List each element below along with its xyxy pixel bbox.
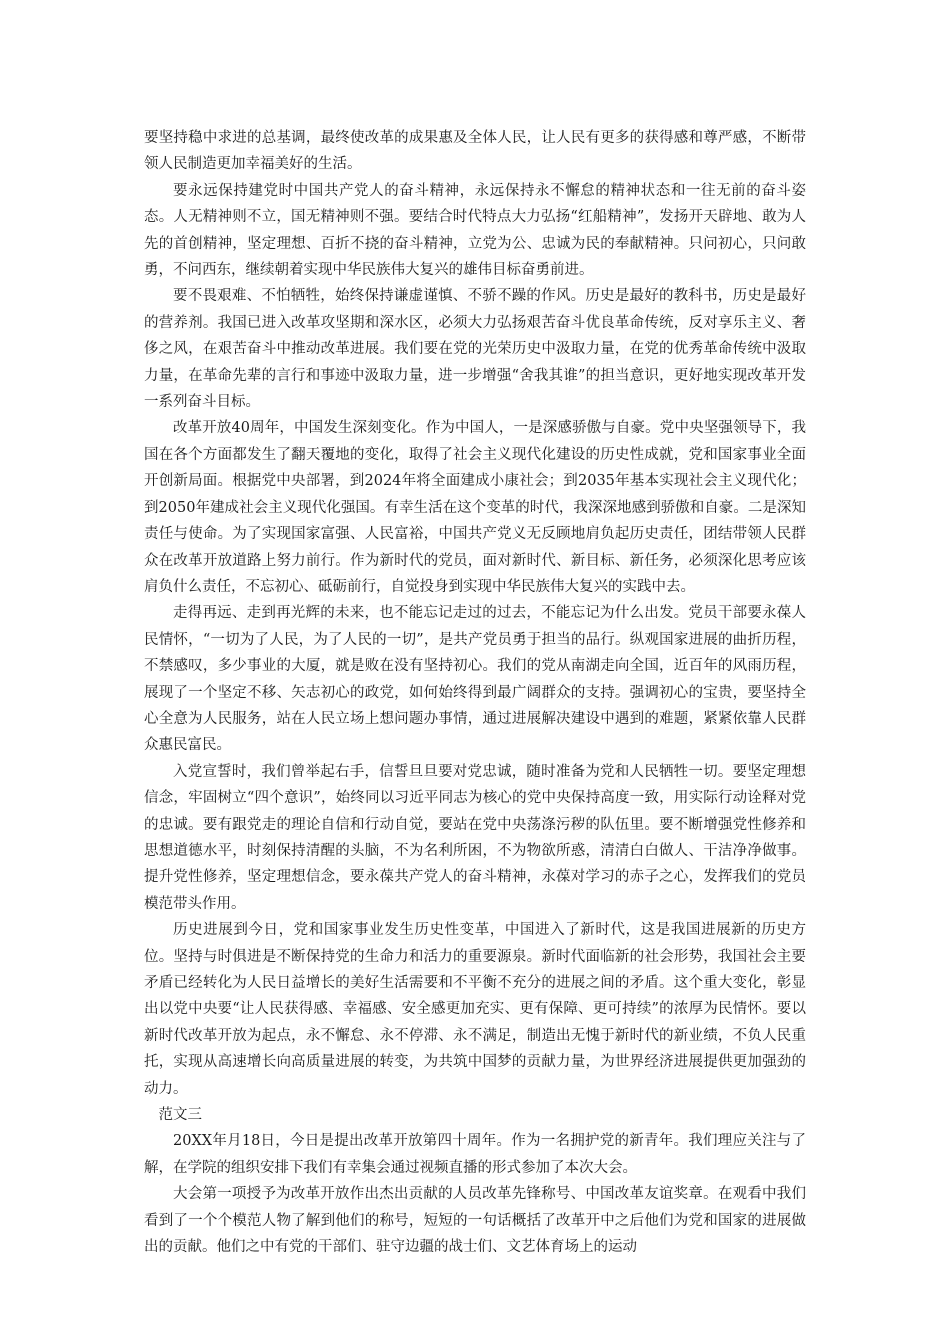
paragraph-8: 20XX年月18日，今日是提出改革开放第四十周年。作为一名拥护党的新青年。我们理应关注与了解，在学院的组织安排下我们有幸集会通过视频直播的形式参加了本次大会。	[144, 1133, 806, 1176]
section-heading: 范文三	[158, 1107, 202, 1124]
paragraph-9: 大会第一项授予为改革开放作出杰出贡献的人员改革先锋称号、中国改革友谊奖章。在观看中我们看到了一个个模范人物了解到他们的称号，短短的一句话概括了改革开中之后他们为党和国家的进展做出的贡献。他们之中有党的干部们、驻守边疆的战士们、文艺体育场上的运动	[144, 1186, 806, 1256]
paragraph-3: 要不畏艰难、不怕牺牲，始终保持谦虚谨慎、不骄不躁的作风。历史是最好的教科书，历史是最好的营养剂。我国已进入改革攻坚期和深水区，必须大力弘扬艰苦奋斗优良革命传统，反对享乐主义、奢侈之风，在艰苦奋斗中推动改革进展。我们要在党的光荣历史中汲取力量，在党的优秀革命传统中汲取力量，在革命先辈的言行和事迹中汲取力量，进一步增强“舍我其谁”的担当意识，更好地实现改革开发一系列奋斗目标。	[144, 288, 806, 411]
paragraph-4: 改革开放40周年，中国发生深刻变化。作为中国人，一是深感骄傲与自豪。党中央坚强领导下，我国在各个方面都发生了翻天覆地的变化，取得了社会主义现代化建设的历史性成就，党和国家事业全面开创新局面。根据党中央部署，到2024年将全面建成小康社会；到2035年基本实现社会主义现代化；到2050年建成社会主义现代化强国。有幸生活在这个变革的时代，我深深地感到骄傲和自豪。二是深知责任与使命。为了实现国家富强、人民富裕，中国共产党义无反顾地肩负起历史责任，团结带领人民群众在改革开放道路上努力前行。作为新时代的党员，面对新时代、新目标、新任务，必须深化思考应该肩负什么责任，不忘初心、砥砺前行，自觉投身到实现中华民族伟大复兴的实践中去。	[144, 420, 806, 595]
paragraph-2: 要永远保持建党时中国共产党人的奋斗精神，永远保持永不懈怠的精神状态和一往无前的奋斗姿态。人无精神则不立，国无精神则不强。要结合时代特点大力弘扬“红船精神”，发扬开天辟地、敢为人先的首创精神，坚定理想、百折不挠的奋斗精神，立党为公、忠诚为民的奉献精神。只问初心，只问敢勇，不问西东，继续朝着实现中华民族伟大复兴的雄伟目标奋勇前进。	[144, 182, 806, 279]
paragraph-7: 历史进展到今日，党和国家事业发生历史性变革，中国进入了新时代，这是我国进展新的历史方位。坚持与时俱进是不断保持党的生命力和活力的重要源泉。新时代面临新的社会形势，我国社会主要矛盾已经转化为人民日益增长的美好生活需要和不平衡不充分的进展之间的矛盾。这个重大变化，彰显出以党中央要“让人民获得感、幸福感、安全感更加充实、更有保障、更可持续”的浓厚为民情怀。要以新时代改革开放为起点，永不懈怠、永不停滞、永不满足，制造出无愧于新时代的新业绩，不负人民重托，实现从高速增长向高质量进展的转变，为共筑中国梦的贡献力量，为世界经济进展提供更加强劲的动力。	[144, 922, 806, 1097]
paragraph-1: 要坚持稳中求进的总基调，最终使改革的成果惠及全体人民，让人民有更多的获得感和尊严感，不断带领人民制造更加幸福美好的生活。	[144, 130, 806, 173]
paragraph-5: 走得再远、走到再光辉的未来，也不能忘记走过的过去，不能忘记为什么出发。党员干部要永葆人民情怀，“一切为了人民，为了人民的一切”，是共产党员勇于担当的品行。纵观国家进展的曲折历程，不禁感叹，多少事业的大厦，就是败在没有坚持初心。我们的党从南湖走向全国，近百年的风雨历程，展现了一个坚定不移、矢志初心的政党，如何始终得到最广阔群众的支持。强调初心的宝贵，要坚持全心全意为人民服务，站在人民立场上想问题办事情，通过进展解决建设中遇到的难题，紧紧依靠人民群众惠民富民。	[144, 605, 806, 754]
document-body	[144, 125, 806, 1260]
paragraph-6: 入党宣誓时，我们曾举起右手，信誓旦旦要对党忠诚，随时准备为党和人民牺牲一切。要坚定理想信念，牢固树立“四个意识”，始终同以习近平同志为核心的党中央保持高度一致，用实际行动诠释对党的忠诚。要有跟党走的理论自信和行动自觉，要站在党中央荡涤污秽的队伍里。要不断增强党性修养和思想道德水平，时刻保持清醒的头脑，不为名利所困，不为物欲所惑，清清白白做人、干洁净净做事。提升党性修养，坚定理想信念，要永葆共产党人的奋斗精神，永葆对学习的赤子之心，发挥我们的党员模范带头作用。	[144, 763, 806, 912]
